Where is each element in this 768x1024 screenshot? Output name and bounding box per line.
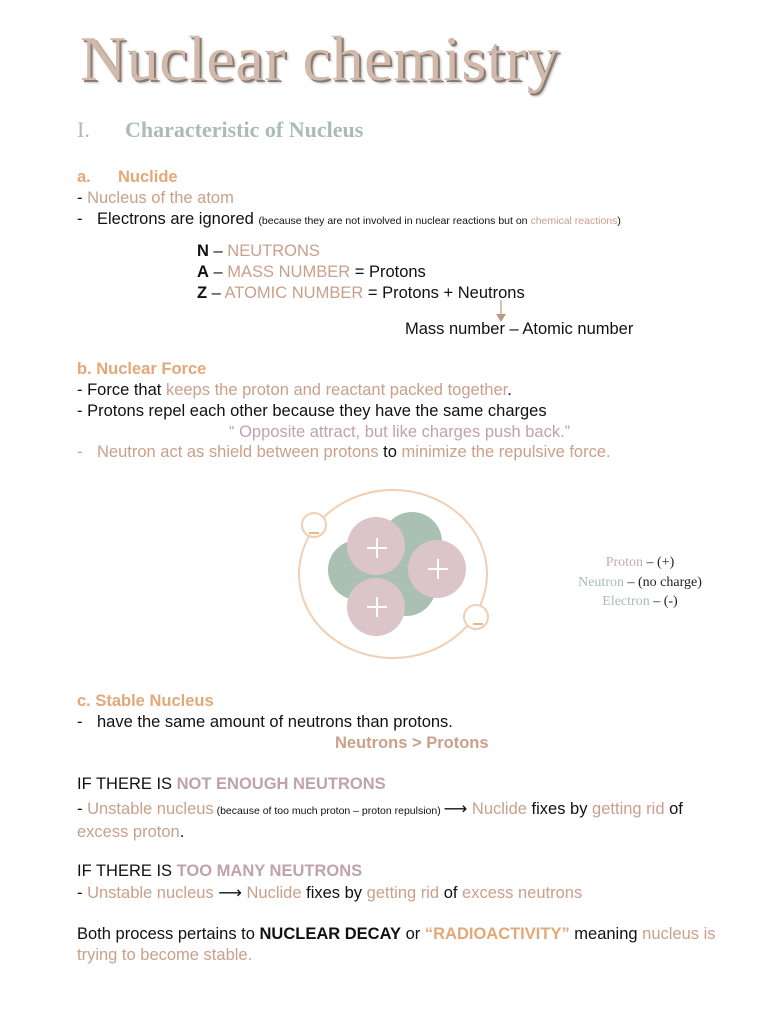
not-enough-paragraph — [77, 799, 742, 843]
note-close: ) — [617, 215, 621, 227]
legend-charge: – (no charge) — [624, 574, 702, 590]
legend-proton — [560, 553, 720, 573]
force-line-3 — [77, 443, 611, 462]
legend-label: Electron — [602, 594, 650, 609]
def-rest: = Protons — [350, 263, 426, 281]
too-many-line — [77, 883, 582, 903]
period: . — [507, 381, 512, 399]
nuclide: Nuclide — [471, 800, 527, 818]
repulsive-text: minimize the repulsive force. — [401, 443, 611, 461]
force-line-1 — [77, 381, 512, 400]
nuclide-heading-letter: a. — [77, 168, 91, 186]
dash: - — [77, 800, 88, 818]
particle-legend — [560, 553, 720, 612]
section-heading — [77, 117, 363, 143]
getting-rid: getting rid — [366, 884, 440, 902]
legend-neutron — [560, 573, 720, 593]
too-many-heading — [77, 862, 362, 881]
chemical-reactions-text: chemical reactions — [530, 215, 618, 227]
stable-nucleus-heading: c. Stable Nucleus — [77, 692, 214, 710]
dash: - — [77, 210, 83, 228]
excess-neutrons: excess neutrons — [462, 884, 583, 902]
of: of — [664, 800, 683, 818]
fixes-by: fixes by — [526, 800, 593, 818]
electrons-note: (because they are not involved in nuclear reactions but on — [258, 215, 531, 227]
nucleus-diagram — [290, 478, 500, 668]
legend-charge: – (-) — [649, 594, 678, 609]
def-rest: = Protons + Neutrons — [363, 284, 525, 302]
dash: - — [77, 713, 83, 731]
nuclide-line-1 — [77, 189, 234, 208]
electron-2 — [464, 605, 488, 629]
nuclide-line-2 — [77, 210, 621, 229]
electrons-ignored: Electrons are ignored — [97, 210, 254, 228]
nuclide-heading — [77, 168, 178, 187]
conclusion-text: Both process pertains to — [77, 925, 260, 943]
if-there-is: IF THERE IS — [77, 862, 177, 880]
radioactivity: “RADIOACTIVITY” — [424, 925, 570, 943]
def-a — [197, 262, 525, 283]
unstable-nucleus: Unstable nucleus — [87, 884, 214, 902]
meaning: meaning — [569, 925, 643, 943]
def-label: MASS NUMBER — [227, 263, 351, 281]
repulsion-note: (because of too much proton – proton repulsion) — [213, 805, 444, 817]
conclusion-paragraph — [77, 924, 742, 966]
section-title: Characteristic of Nucleus — [125, 117, 364, 142]
of: of — [439, 884, 463, 902]
dash: - — [77, 443, 83, 461]
too-many-caps: TOO MANY NEUTRONS — [176, 862, 363, 880]
not-enough-heading — [77, 775, 386, 794]
def-sep: – — [207, 284, 225, 302]
page-title: Nuclear chemistry — [80, 23, 560, 94]
excess-proton: excess proton — [77, 823, 180, 841]
not-enough-caps: NOT ENOUGH NEUTRONS — [176, 775, 386, 793]
force-text: - Force that — [77, 381, 166, 399]
def-n — [197, 241, 525, 262]
force-quote: “ Opposite attract, but like charges push back.” — [229, 423, 571, 441]
becoming-stable: nucleus is trying to become stable. — [77, 925, 716, 964]
to-text: to — [378, 443, 402, 461]
neutron-formula: Mass number – Atomic number — [405, 320, 634, 338]
def-symbol: N — [197, 242, 209, 260]
nuclear-decay: NUCLEAR DECAY — [259, 925, 402, 943]
legend-electron — [560, 592, 720, 612]
force-line-2: - Protons repel each other because they have the same charges — [77, 402, 547, 420]
nuclide-heading-text: Nuclide — [118, 168, 178, 186]
nuclide-definition: Nucleus of the atom — [87, 189, 234, 207]
unstable-nucleus: Unstable nucleus — [87, 800, 214, 818]
stable-text: have the same amount of neutrons than protons. — [97, 713, 453, 731]
dash: - — [77, 189, 88, 207]
arrow-icon: ⟶ — [213, 884, 247, 902]
fixes-by: fixes by — [301, 884, 367, 902]
getting-rid: getting rid — [592, 800, 665, 818]
shield-text: Neutron act as shield between protons — [97, 443, 379, 461]
legend-label: Proton — [605, 555, 644, 570]
stable-line-1 — [77, 713, 453, 732]
force-highlight: keeps the proton and reactant packed together — [165, 381, 508, 399]
section-numeral: I. — [77, 117, 90, 142]
or: or — [401, 925, 425, 943]
legend-label: Neutron — [578, 574, 624, 590]
def-sep: – — [208, 242, 228, 260]
def-label: NEUTRONS — [227, 242, 320, 260]
symbol-definitions — [197, 241, 525, 304]
def-symbol: Z — [197, 284, 208, 302]
def-z — [197, 283, 525, 304]
dash: - — [77, 884, 88, 902]
legend-charge: – (+) — [643, 555, 675, 570]
arrow-icon: ⟶ — [443, 800, 472, 818]
def-label: ATOMIC NUMBER — [224, 284, 364, 302]
nuclear-force-heading: b. Nuclear Force — [77, 360, 207, 378]
def-symbol: A — [197, 263, 209, 281]
nuclide: Nuclide — [246, 884, 302, 902]
if-there-is: IF THERE IS — [77, 775, 177, 793]
stable-rule: Neutrons > Protons — [335, 734, 489, 752]
period: . — [179, 823, 185, 841]
def-sep: – — [208, 263, 228, 281]
